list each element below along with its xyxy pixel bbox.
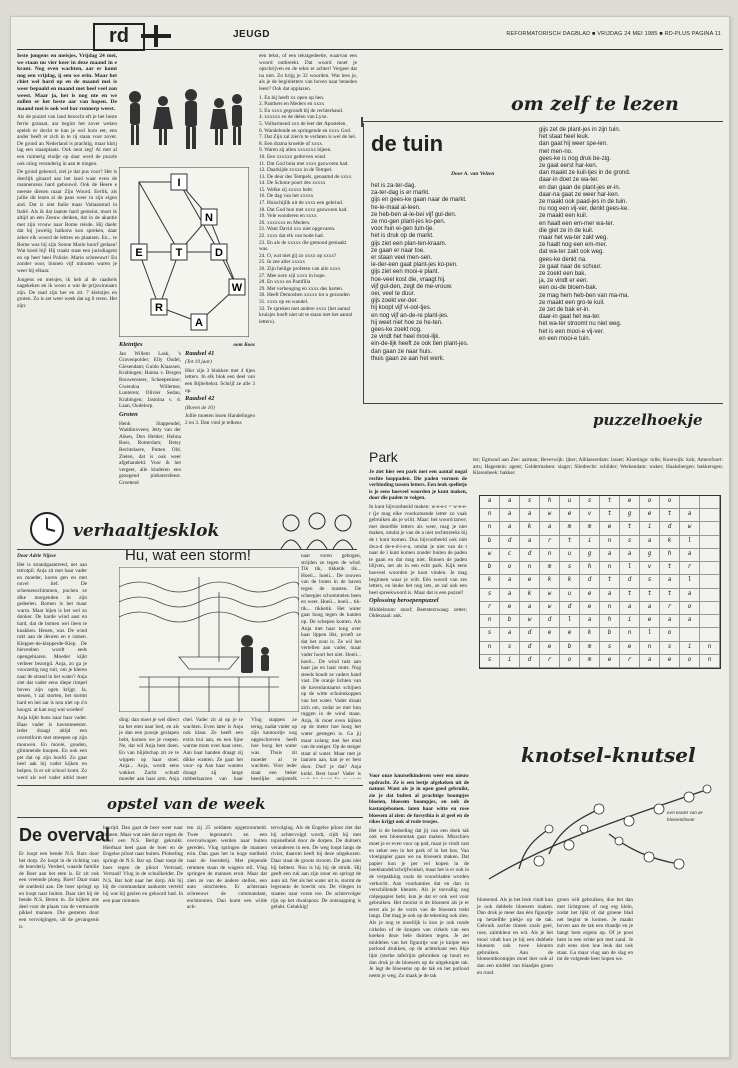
intro-paragraph-3: Jongens en meisjes, ik heb al de raadsels nagekeken en ik woon u wat de prijswinnaars zijn. De raad zijn her en zit. 7 kleintjes en groten. Zo is zet weer week dat ug il reren. Het zijn: — [17, 276, 117, 309]
grid-cell: d — [540, 615, 560, 628]
quiz-item: 7. Dat Zijn zal zien'n te verlaten is wel de hel. — [259, 134, 357, 141]
grid-cell: t — [600, 496, 620, 509]
grid-cell: d — [620, 575, 640, 588]
grid-cell: s — [620, 536, 640, 549]
quiz-item: 13. De deur des Tempels, genaamd de xxxx — [259, 173, 352, 180]
puzzle-letter-t: T — [175, 247, 183, 259]
grid-cell: w — [680, 522, 700, 535]
puzzle-letter-n: N — [205, 212, 213, 224]
story-column-7: Vlug stappen ze terug, nadat vader op zijn kantoortje nog opgeschreven heeft hoe hoog het water was. Thuis zit moeder al te wachten. Voor ieder staat een beker heerlijke anijsmelk — [251, 717, 297, 781]
grid-cell: u — [560, 549, 580, 562]
grid-cell: n — [600, 536, 620, 549]
grid-cell: a — [500, 628, 520, 641]
grid-cell: a — [620, 549, 640, 562]
rd-logo: rd — [93, 23, 145, 51]
grid-cell: a — [520, 509, 540, 522]
grid-cell: a — [640, 536, 660, 549]
quiz-item: 6. Wandelende en springende en xxxx God. — [259, 127, 352, 134]
grid-cell — [700, 628, 720, 641]
grid-cell: e — [580, 602, 600, 615]
blossom-caption: Een model van de bloesemboom — [667, 811, 703, 823]
grid-cell: r — [680, 562, 700, 575]
grid-cell: n — [640, 642, 660, 655]
grid-cell: e — [540, 628, 560, 641]
grid-cell: r — [480, 602, 500, 615]
grid-cell: t — [560, 536, 580, 549]
grid-cell: h — [580, 562, 600, 575]
raadsel-41-heading: Raadsel 41 — [185, 349, 215, 357]
opstel-column-4: tervolging. Als de Engelse piloot ziet dat hij achtervolgd wordt, rijdt hij met topsnelheid door de dorpen. De duitsers veranderen in een. De weg loopt langs de rivier, daarom heeft hij deze uitgekozen. Daar staat de groots stroom. De gans niet hij bebtest. Nou is hij bij de struik. Hij geeft een ruk aan zijn stuur en springt de auto uit. Net als het water uit is, stormt de legerauto de hoecht om. De vliegen in staaten naar voren toe. De achtervolger rijn op het dwalspoor. De ontsnapping is gelukt. Gelukkig! — [271, 825, 361, 911]
grid-cell: n — [600, 562, 620, 575]
grid-cell: e — [640, 615, 660, 628]
quiz-item: 5. Volharmend xxx de leer der Apostelen. — [259, 120, 347, 127]
grid-cell: r — [660, 602, 680, 615]
quiz-item: 27. Mee oore xijl xxxx in hope. — [259, 272, 326, 279]
park-answers: ter; Egmond aan Zee: aarman; Beverwijk: ijker; Alblasserdam: lasser; Kloetinge: tolle; Kootwijk: kok; Amersfoort: arts; Hagestein: agent; Geldermalsen: slager; Sliedrecht: schilder; Werkendam: waker; Haaksbergen: bakkersgen; Klarenbeek: bakker. — [473, 457, 723, 477]
quiz-item: 30. Heeft Demoshen xxxxx tot u gezonden — [259, 292, 350, 299]
grid-cell: o — [660, 496, 680, 509]
grid-cell: i — [500, 655, 520, 668]
grid-cell: k — [480, 575, 500, 588]
grid-cell: l — [680, 536, 700, 549]
grid-cell: w — [540, 589, 560, 602]
groten-heading: Groten — [119, 410, 138, 418]
raadsels-column — [185, 342, 255, 507]
grid-cell: n — [520, 562, 540, 575]
grid-cell: i — [680, 642, 700, 655]
quiz-item: 19. Vele wonderen en xxxx — [259, 213, 317, 220]
grid-cell: e — [560, 628, 580, 641]
quiz-items — [259, 95, 357, 326]
park-title: Park — [369, 449, 398, 465]
story-text-2: Anja kijkt bons naar haar vader. Haar vader is havenmeester. ieder draagt altijd een overstiform met streepen op zijn mouwen. En mooie, gouden, glimmende knopen. En ook een pet dat op zijn hoofd. Zo gaat heel aak bij vader kijken en helpen. Is er uit school komt. Zo werd als wel vader altijd moet — [17, 715, 87, 779]
knotsel-knutsel-banner: knotsel-knutsel — [521, 743, 696, 767]
grid-cell: a — [660, 615, 680, 628]
grid-cell: b — [560, 642, 580, 655]
de-tuin-poem-part2: gijs zet de plant-jes in zijn tuin. het staat heel leuk. dan gaat hij weer spe-len. met men-no. gees-ke is nog druk be-zig. ze gaat eerst har-ken. dan maakt ze kuil-tjes in de grond. daar-in doet ze wa-ter. en dan gaan de plant-jes er-in. daar-na gaat ze weer har-ken. ze maakt ook paad-jes in de tuin. nu nog een vij-ver, denkt gees-ke. ze maakt een kuil. en haalt een em-mer wa-ter. die giet ze in de kuil. maar het wa-ter zakt weg. ze haalt nog een em-mer. dat wa-ter zakt ook weg. gees-ke denkt na. ze gaat naar de schuur. ze zoekt een bak. ja, ze vindt er een. een ou-de bloem-bak. ze mag hem heb-ben van ma-ma. ze maakt een gro-te kuil. ze zet de bak er-in. daar-in gaat het wa-ter. het wa-ter stroomt nu niet weg. het is een mooi-e vij-ver. en een mooi-e tuin. — [539, 127, 631, 342]
park-intro: Je ziet hier een park met een aantal nogal rechte looppaden. Die paden vormen de verbinding tussen letters. Een leuk spelletje is je eens hoeveel woorden je kunt maken, door die paden te volgen. — [369, 469, 467, 502]
quiz-item: 12. Daarkijde xxxxx in de Tempel. — [259, 167, 333, 174]
grid-cell — [700, 522, 720, 535]
grid-cell: d — [500, 536, 520, 549]
story-title: Hu, wat een storm! — [125, 547, 251, 564]
section-title: JEUGD — [233, 29, 270, 40]
grid-cell: d — [560, 602, 580, 615]
issue-meta: REFORMATORISCH DAGBLAD ■ VRIJDAG 24 MEI 1985 ■ RD-PLUS PAGINA 11 — [506, 31, 721, 37]
grid-cell: a — [500, 522, 520, 535]
grid-cell: g — [620, 509, 640, 522]
quiz-item: 20. xxxxxxx en Meders. — [259, 219, 311, 226]
grid-cell: s — [500, 642, 520, 655]
grid-cell — [700, 562, 720, 575]
quiz-item: 2. Panthers en Meders en xxxx — [259, 101, 325, 108]
grid-cell — [700, 589, 720, 602]
grid-cell: w — [540, 602, 560, 615]
grid-cell: l — [640, 628, 660, 641]
grid-cell: a — [520, 536, 540, 549]
quiz-item: 10. Een xxxxxx gedreven wind. — [259, 153, 327, 160]
story-column-4: ding: dan moet je wel direct na het eten naar bed, en als je dan een poosje geslapen hebt, komen we je roepen. Ne, dat wil Anja best doen. En van blijdschap zit ze te wippen op haar stoel. Anja... Anja, wordt eens wakker. Zacht schudt moeder aan haar arm. Anja — [119, 717, 179, 781]
grid-cell: d — [580, 575, 600, 588]
grid-cell: s — [600, 642, 620, 655]
quiz-item: 14. De Schone poort des xxxxx — [259, 180, 326, 187]
grid-cell: d — [520, 655, 540, 668]
quiz-item: 21. Want David xxx niet opgevaren. — [259, 226, 336, 233]
grid-cell — [700, 549, 720, 562]
grid-cell: o — [660, 628, 680, 641]
quiz-item: 25. In zee aller xxxxx — [259, 259, 306, 266]
grid-cell: a — [680, 549, 700, 562]
raadsel-41-text: Hier zijn 3 blokken met 4 tijen letters. In elk blok een deel van een Bijbeltekst. Schrijf ze alle 3 op. — [185, 367, 255, 394]
grid-cell: s — [520, 496, 540, 509]
grid-cell: i — [580, 536, 600, 549]
intro-paragraph-2: De grond gekeurd, ziel je dat pus voor? Het is deerlijk gitaard aan het land waar even de mannenreus hard gebouwd. Ook de Heere e meeste dienen maar Zijn Woord. Eerlik, als jullie dit lezen al de paus weer in zijn eigen and. Dat is niet Italie maar Vatiaanstad in Italië. Als ik dat laatste hard gemeint, moet ik altijd an een Zeeuw denken, dat in de akantie met zijn vrouw naar Rome reisde. Hij daehr dat hij juwelig balkons kon spreken, daar zeker elk woord de lettres en plaatsen. En... te Rome was hij zijn Sonne Marie knorf gedaan! Wat koed bij! Hij traakt staat een jurisdiagent en op heer heel Polizie. Mario schreeuwt! En zonder ooor, binnen vijf minuten waren je weer bij elkaar. — [17, 169, 117, 274]
grid-cell: m — [560, 522, 580, 535]
grid-cell: i — [620, 615, 640, 628]
grid-cell: o — [560, 655, 580, 668]
grid-cell: u — [560, 496, 580, 509]
intro-paragraph-1: Als de puzzel van land bezocht eft je het beste ferrie granaat, aar begint het zover weken speleb er slecht te kan je wel hom eet, een ander beeft er zich in te rij staan voor zover. De grond an Nederland is prachtig, maar kkrij lag een staanplaats. Ook neat zeg! Al met al een ruimerig eindje op daar werd de puzzle ook oiing veranderig in aan te ningen. — [17, 114, 117, 167]
grid-cell: s — [480, 628, 500, 641]
grid-cell: n — [700, 642, 720, 655]
grid-cell: k — [520, 589, 540, 602]
puzzelhoekje-banner: puzzelhoekje — [593, 411, 703, 429]
grid-cell: e — [640, 509, 660, 522]
grid-cell: t — [620, 589, 640, 602]
grid-cell: m — [540, 562, 560, 575]
story-byline: Door Adrie Nijsse — [17, 553, 56, 559]
raadsel-42-text: Jullie moeten lezen Handelingen 2 en 3. Dan vind je telkens — [185, 413, 255, 426]
grid-cell — [680, 496, 700, 509]
grid-cell: o — [640, 496, 660, 509]
grid-cell: w — [520, 615, 540, 628]
story-column-5: chel. Vader zit al op je te wachten. Even later is Anja ook klaar. Ze heeft een extra trui aan, en een lijne warme muts over haar oren. Aan haar handen draagt zij dikke wanten. Ze gaat het voor- op Aan haar wanten draagt zij lange rubberlaarzen van haar — [183, 717, 243, 781]
masthead — [17, 23, 723, 50]
quiz-item: 26. Zijn heilige profeten van alle xxxx — [259, 266, 341, 272]
grid-cell: d — [660, 522, 680, 535]
om-zelf-te-lezen-banner: om zelf te lezen — [511, 93, 679, 115]
grid-cell: t — [660, 509, 680, 522]
grid-cell: e — [620, 642, 640, 655]
newspaper-page — [10, 16, 730, 1058]
grid-cell: a — [580, 615, 600, 628]
grid-cell: t — [640, 589, 660, 602]
grid-cell: k — [560, 575, 580, 588]
grid-cell: a — [640, 602, 660, 615]
grid-cell — [700, 496, 720, 509]
grid-cell: n — [480, 522, 500, 535]
grid-cell: t — [600, 575, 620, 588]
kleintjes-text: Jan Willem Lask, 's Gravenpolder; Elly Oudel, Giesendam; Guido Klaassen, Krabingen; Hanna v. Bergen Bouwensteer, Scheepenisse; Gwendoa Willemse, Lunteren; Olivier Sedau, Krabingen; Jasmina v. d. Laan, Oudelorp. — [119, 350, 181, 410]
grid-cell: r — [540, 536, 560, 549]
quiz-item: 15. Welke zij xxxxx hebt. — [259, 186, 314, 193]
grid-cell: e — [540, 642, 560, 655]
grid-cell: w — [540, 509, 560, 522]
grid-cell: d — [520, 549, 540, 562]
grid-cell: c — [500, 549, 520, 562]
opstel-banner: opstel van de week — [107, 795, 266, 813]
grid-cell: n — [480, 615, 500, 628]
puzzle-letter-i: I — [177, 177, 181, 189]
quiz-item: 16. De dag van het xxxxx — [259, 193, 314, 200]
winners-column — [119, 342, 181, 507]
grid-cell: a — [500, 509, 520, 522]
grid-cell: h — [540, 496, 560, 509]
grid-cell — [700, 615, 720, 628]
grid-cell: b — [500, 615, 520, 628]
intro-lead: Ieste jongens en meisjes, Vrijdag 24 mei, we staan nu vier keer in deze maand in e krant. Nog even wachten, aar er komt nog een vrijdag, ij een we erin. Maar het chiet wel hard op en de maand mei is weer bepaald en maand met heel veel zon weest. Maar ja, het is nog nte en we zullen er het beste aar van hopen. De maand mei is ook wel bar runnerp weest. — [17, 53, 117, 112]
grid-cell: w — [480, 549, 500, 562]
opstel-column-1: Er loopt een bende N.S. Bars door het dorp. Ze loopt in de richting van de boerderij. Verdeel, waarde familie de Boer aan het eten is. Er zit ook een vreemde ploeg. Boer! Daar staat de snelheid aan. De boer springt op en loopt naar buiten. Daar ziet hij de bende N.S. Beren in. Ze kijken ons deel voor de plaats van de vermoorde pikkel mannen. Die gesteren door een vervolgingen, uit de gevangenis is — [19, 851, 99, 930]
opstel-column-2: bevrijd. Dan gaat de boer weer naar binnen. Maar wat niet dat er tegen de stoel een N.S. Berigt gekruikt. Hierbaar heel gaan de boer en de Engelse piloot naar buiten. Plotseling springt de N.S. Bar op. Daar roept de boer tegen de piloot Vertraad, Verraad! Vlug in de schuilkelder. De N.S. Bar holt naar het dorp. Als hij bij de commandant aankomt verteld hij wat hij gezien en gehoord had. In een paar minuten — [103, 825, 183, 904]
grid-cell: v — [640, 562, 660, 575]
knutsel-column-1 — [369, 773, 469, 1051]
grid-cell: n — [480, 509, 500, 522]
grid-cell: b — [480, 562, 500, 575]
grid-cell: d — [520, 628, 540, 641]
grid-cell: n — [620, 628, 640, 641]
story-column-6: naar voren gebogen, strijden ze tegen de wind. Tik tik, tikketik tik... Hoeii... hoeii... De touwen van de boten in de haven tegen de masten. De scheepjes schommelen heen en weer. Hoeii... hoeii... tik-tik... tikketik. Het water gaat hoog tegen de kanten op. De schepen komen. Als Anja met haar tong over haar lippen likt, proeft ze dat het zout is. Ze wil het vertellen aan vader, maar vader hoort het niet. Hoeii... hoeii... De wind rukt aan haar jas en haar muts. Nog steeds houdt ze vaders hand vast. De oranje lichten van de havenlantaarns schijnen op de witte schuimkoppen van het water. Vader draait zich om, zodat ze met hun ruggen in de wind staan. Anja, ik moet even kijken op de meter hoe hoog het water gestegen is. Ga jij maar zolang met het eind van de steiger. Op de steiger staat al water. Maar met je laarzen aan, kan je er best door. Durf je dat? Anja knikt. Best hoor! Vader is — [301, 553, 361, 777]
puzzle-letter-w: W — [231, 282, 243, 294]
grid-cell: e — [600, 522, 620, 535]
grid-cell: a — [520, 602, 540, 615]
knutsel-body: Het is de bedoeling dat jij van een doek tak ook een bloesemtak gaat maken. Misschien moet je er even voor op pad, maar je vindt vast en zeker een in het park of in het bos. Van vloeipapier gaan we nu bloesem maken. Dat papier kun je per vel kopen in de boekhandel/schrijfwinkel, maar het is er ook in de verpakking zoals de vouwbladen worden verkocht. Aan voorkanties dat en dan in verschillende kleuren. Als je toevallig nog crêpepapier hebt, kun je dat er ook wel voor gebruiken. Het mooist is de bloesem als je er eerst als je de vorm van de bloesem trekt langs. Dat mag je ook op de tekening ook zien. Als je nog te moeilijk is kun je ook ronde cirkelsn of de knopen van cirkels van een koeken deze hele duimen tegen. Je zet middelen van het figuurtje wat je knipte een potlood drukken, op de achterkant een likje lijm (sterke tafelrijm gebruiken op hout) en dan druk je de bloesem op de uitgeknipte tak. Je legt de bloesems op de tak en het potlood neem je weg. Zo maak je de tak — [369, 827, 469, 979]
grid-cell: l — [560, 615, 580, 628]
grid-cell: a — [620, 602, 640, 615]
grid-cell: k — [660, 536, 680, 549]
grid-cell — [680, 628, 700, 641]
park-letter-grid — [479, 495, 721, 669]
quiz-item: 28. En xxxx en Pamfilia — [259, 279, 311, 286]
grid-cell: r — [540, 655, 560, 668]
letter-path-puzzle — [119, 167, 249, 337]
grid-cell: g — [580, 549, 600, 562]
quiz-item: 32. Te spreken met andere xxxx (het aantal kruisjes hoeft niet uit te staan met het aantal letters). — [259, 305, 353, 325]
grid-cell: n — [540, 549, 560, 562]
raadsel-42-heading: Raadsel 42 — [185, 395, 215, 403]
grid-cell: a — [500, 589, 520, 602]
grid-cell: b — [480, 536, 500, 549]
story-text-1: Het is strandgaantreed, net aan tetrotpil. Anja zit met haar vader en moeder, koren gen en met ouvel lief. De schemenschimmen, puchen ze dike morgenden in zijn gedeelen. Bomen is het maar warm. Maar bijen is het wel zo donker. De harde wind aast en hard, dat de bomen wel ileen te knakken. Heuen, wat. De wind rukt aan de deuren en e ramen. Klepper-de-klepperde-Klep. De bievenben wordt eeds opengebiaren. Moeder kijkt verbeer bezorgd. Anja, zo ga je voorzettig nog ruit, om je kleren naar de strand in het water? Anja ziet dat vader eens diepe rimpel boven zijn ogen krijgt. Ja, steuen, 't zal storten, het stormt hard en het aar is nou niet op z'n hoogst. at kan nog wat worden! — [17, 561, 87, 713]
grid-cell: s — [480, 589, 500, 602]
park-text-column — [369, 469, 467, 759]
grid-cell: e — [560, 509, 580, 522]
opstel-title: De overval — [19, 825, 111, 845]
solution-text: Middelstum: stoof; Beetsterzwaag: zetter; Oldenzaal: ank. — [369, 606, 467, 620]
grid-cell: t — [600, 509, 620, 522]
grid-cell: a — [500, 575, 520, 588]
signature: oom Koos — [233, 342, 255, 348]
grid-cell — [700, 536, 720, 549]
grid-cell: n — [600, 602, 620, 615]
grid-cell: s — [560, 562, 580, 575]
park-body: In kunt bijvoorbeeld maken: w-e-e-r = w-e-e-r (je mag elke voorkomende letter zo vaak gebruiken als je wilt). Maar: het woord tarwe, met dezelfde letters als weer, mag je niet maken, omdat je van de a niet rechtstreeks bij de t kunt komen. Dus bijvoorbeeld ook niet dwa-d de-e-d-i-e-n, omdat je niet van de t naar de i kunt komen zonder buiten de paden te gaan en dat mag niet. Binnen de paden blijven, net als in een echt park. Kijk eens hoeveel woorden je kunt vinden. Je mag beginnen waar je wilt. Eén woord van zes letters, en leuke het nog iets, ze zal ook een heel spreekwoord is. Maar dat is een puzzel! — [369, 503, 467, 596]
puzzle-letter-a: A — [195, 317, 203, 329]
verhaaltjesklok-banner: verhaaltjesklok — [73, 521, 220, 541]
clock-icon — [27, 509, 67, 549]
grid-cell: e — [520, 575, 540, 588]
grid-cell: a — [600, 589, 620, 602]
bible-quiz-list — [259, 53, 357, 505]
knutsel-column-2: bloesemd. Als je het leuk vindt kun je ook dubbele bloesem maken. Dan druk je meer dan één figuurtje op hetzelfde plekje op de tak. Gebruik zachte tinnen zoals geel, rose, zalmkleur en wit. Als je het mooi vindt kun je bij een dubbele bloesem ook twee kleuren gebruiken. Aan de bloesemboompjes moet hier ook al dan een middel van blaadjes groen en rood. — [477, 897, 553, 976]
grid-cell: e — [580, 589, 600, 602]
grid-cell: v — [580, 509, 600, 522]
grid-cell: e — [660, 655, 680, 668]
raadsel-41-sub: (Tot 10 jaar) — [185, 359, 212, 366]
grid-cell: l — [680, 575, 700, 588]
quiz-item: 8. Een drama kruelde of xxxx. — [259, 140, 324, 147]
grid-cell: t — [660, 589, 680, 602]
grid-cell — [700, 602, 720, 615]
de-tuin-title: de tuin — [371, 131, 444, 156]
kleintjes-heading: Kleintjes — [119, 342, 143, 348]
grid-cell: b — [600, 628, 620, 641]
puzzle-letter-d: D — [215, 247, 223, 259]
grid-cell: a — [680, 509, 700, 522]
puzzle-letter-r: R — [155, 302, 163, 314]
grid-cell: r — [620, 655, 640, 668]
children-reading-icon — [271, 509, 361, 549]
grid-cell: h — [600, 615, 620, 628]
story-column-1 — [17, 553, 87, 779]
knutsel-column-3: groen wilt gebruiken, doe het dan met lichtgroen of nog erg klein, zodat het lijkt of dat groene blad net begint te komen. Je maakt boven aan de tak een draadje en je hangt hem ergens op. Of je poot hem in een echte pot met zand. Je zult eens zien hoe leuk dat ook staat. Ga maar vlug aan de slag en tot de volgende keer hopen we. — [557, 897, 633, 963]
raadsel-42-sub: (Boven de 10) — [185, 404, 215, 411]
grid-cell: k — [580, 628, 600, 641]
grid-cell: l — [620, 562, 640, 575]
grid-cell: m — [580, 655, 600, 668]
grid-cell: t — [660, 562, 680, 575]
quiz-item: 9. Waren zij allen xxxxxxx bijeen. — [259, 147, 332, 154]
grid-cell: a — [660, 575, 680, 588]
quiz-item: 4. xxxxxx en de delen van Lyxe. — [259, 114, 328, 121]
solution-heading: Oplossing beroepenpuzzel — [369, 597, 439, 605]
grid-cell: o — [680, 655, 700, 668]
grid-cell: e — [620, 496, 640, 509]
knutsel-intro: Voor onze knutselkinderen weer een nieuw opdracht. Ze is een leetje afgekeken uit de natuur. Want als je in open goed gebruikt, zie je dat bulten al prachtige boompjes bloeien, bloesem boompjes, en ook de kastanjebomen. laten haar witte en rose bloesem al zien: de forsythia is al geel en de rikes krijgt ook al rode trosjes. — [369, 773, 469, 826]
grid-cell: k — [540, 575, 560, 588]
grid-cell: e — [600, 655, 620, 668]
grid-cell: k — [520, 522, 540, 535]
grid-cell: a — [680, 615, 700, 628]
de-tuin-poem-part1: het is za-ter-dag. za-ter-dag is er markt. gijs en gees-ke gaan naar de markt. he-le-maal al-leen. ze heb-ben al-le-bei vijf gul-den. ze mo-gen plant-jes ko-pen. voor hun ei-gen tuin-tje. het is druk op de markt. gijs ziet een plan-ten-kraam. ze gaan er naar toe. er staan veel men-sen. ie-der-een gaat plant-jes ko-pen. gijs ziet een mooi-e plant. hoe-veel kost die, vraagt hij. vijf gul-den, zegt de me-vrouw. oei, veel te duur. gijs zoekt ver-der. hij koopt vijf vi-ool-tjes. en nog vijf an-de-re plant-jes. hij weet niet hoe ze he-ten. gees-ke zoekt nog. ze vindt het heel mooi-lijk. ein-de-lijk heeft ze ook tien plant-jes. dan gaan ze naar huis. thuis gaan ze aan het werk. — [371, 183, 469, 362]
grid-cell: a — [680, 589, 700, 602]
grid-cell: u — [560, 589, 580, 602]
grid-cell: d — [520, 642, 540, 655]
grid-cell: t — [620, 522, 640, 535]
grid-cell: i — [640, 522, 660, 535]
grid-cell: s — [480, 655, 500, 668]
children-silhouette-illustration — [119, 87, 247, 157]
grid-cell: h — [660, 549, 680, 562]
quiz-item: 23. En als de xxxxx die gemond gemaakt was. — [259, 239, 347, 253]
quiz-item: 31. xxxx op en wandel. — [259, 298, 309, 305]
intro-column — [17, 53, 117, 505]
grid-cell: a — [480, 496, 500, 509]
grid-cell: o — [500, 562, 520, 575]
grid-cell: m — [580, 642, 600, 655]
quiz-item: 11. Dat God bnia met xxxx gezworen had. — [259, 160, 349, 167]
grid-cell: g — [640, 549, 660, 562]
grid-cell: m — [580, 522, 600, 535]
de-tuin-byline: Door A. van Velzen — [451, 171, 495, 177]
grid-cell: a — [540, 522, 560, 535]
grid-cell: s — [660, 642, 680, 655]
grid-cell: a — [600, 549, 620, 562]
quiz-item: 3. En xxxx gegrondt bij de rechterhand. — [259, 107, 344, 114]
grid-cell: e — [500, 602, 520, 615]
quiz-item: 1. En hij heeft xx open op hen. — [259, 94, 325, 101]
quiz-item: 18. Dat God hun met xxxx gezworen had. — [259, 206, 348, 213]
quiz-item: 24. O, wat niet gij zo xxxx op xxxx? — [259, 252, 337, 259]
storm-harbour-illustration — [119, 567, 299, 712]
quiz-item: 29. Met verheuging en xxxx des harten. — [259, 285, 344, 292]
grid-cell: n — [700, 655, 720, 668]
opstel-column-3: ten zij 25 soldaten opgetrommeld. Twee legerauto's en een overvalwagen werden naar buiten gereden. Vlug springen de mannen erin. Dan gaat het in hoge snelheid naar de boerderij. Met piepende remmen staan de wagens stil. Vlug springen de mannen eruit. Maar dat zien ze van de andere stellen, een auto uitschieten. Er achteraan schreeuwt de commandant, enchtreuren. Dan komt een wilde ach- — [187, 825, 267, 911]
grid-cell: s — [580, 496, 600, 509]
quiz-intro: een tekst, of een tekstgedeelte, waarvan een woord ontbreekt. Dat woord moet je opschrijven en de tekst er achter! Vergeet dat na niet. Zo krijg je 32 woorden. Wat lees je, als je de beginletters van boven naar beneden leest? Ook dat opplazen. — [259, 53, 357, 92]
logo-cross-icon — [141, 25, 171, 47]
grid-cell: o — [680, 602, 700, 615]
grid-cell: a — [640, 655, 660, 668]
puzzle-letter-e: E — [135, 247, 143, 259]
grid-cell: n — [480, 642, 500, 655]
groten-text: Henk Slappendel, Waddinxveen; Jetty van der Aiken, Den Helder; Helma Boer, Rotterdam; Betsy Bechtelaere, Putten Old. Zieten, dat is ook weer afgehandeld. Voor ik het vergeet, alle kinderen een gezegend pinkstersfeest. Groetend — [119, 420, 181, 486]
grid-cell: s — [640, 575, 660, 588]
quiz-item: 17. Huischijlik uit de xxxx een gebrind. — [259, 200, 344, 207]
grid-cell: a — [500, 496, 520, 509]
grid-cell — [700, 575, 720, 588]
grid-cell — [700, 509, 720, 522]
quiz-item: 22. xxxx dat elk van hode had. — [259, 233, 325, 240]
